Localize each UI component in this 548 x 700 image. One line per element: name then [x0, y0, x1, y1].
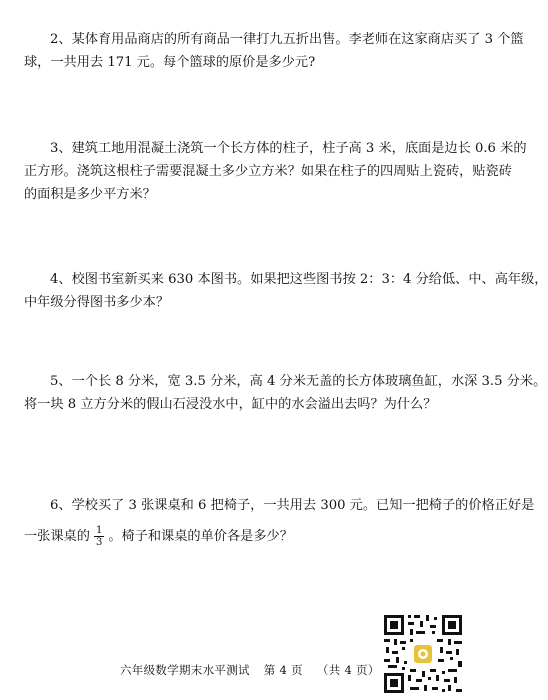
problem-3-line-3: 的面积是多少平方米？ — [24, 187, 156, 202]
page-footer — [120, 662, 380, 678]
problem-2-line-1: 2、某体育用品商店的所有商品一律打九五折出售。李老师在这家商店买了 3 个篮 — [50, 32, 524, 47]
problem-3 — [24, 137, 527, 206]
fraction-denominator: 3 — [95, 537, 103, 548]
problem-5-line-1: 5、一个长 8 分米，宽 3.5 分米，高 4 分米无盖的长方体玻璃鱼缸，水深 3.5 分米。 — [50, 374, 547, 389]
problem-6-line-2 — [24, 525, 464, 548]
footer-page: 第 4 页 — [263, 663, 303, 677]
problem-4 — [24, 268, 548, 314]
footer-title: 六年级数学期末水平测试 — [120, 663, 250, 677]
problem-2-line-2: 球，一共用去 171 元。每个篮球的原价是多少元? — [24, 55, 316, 70]
problem-2 — [24, 28, 524, 74]
problem-4-line-2: 中年级分得图书多少本？ — [24, 295, 170, 310]
problem-6 — [24, 494, 535, 548]
problem-3-line-2: 正方形。浇筑这根柱子需要混凝土多少立方米？如果在柱子的四周贴上瓷砖，贴瓷砖 — [24, 164, 512, 179]
qr-code-icon — [382, 613, 464, 695]
problem-4-line-1: 4、校图书室新买来 630 本图书。如果把这些图书按 2：3：4 分给低、中、高年级， — [50, 272, 548, 287]
footer-total: （共 4 页） — [316, 663, 380, 677]
problem-3-line-1: 3、建筑工地用混凝土浇筑一个长方体的柱子，柱子高 3 米，底面是边长 0.6 米的 — [50, 141, 527, 156]
problem-6-line-1: 6、学校买了 3 张课桌和 6 把椅子，一共用去 300 元。已知一把椅子的价格正好是 — [50, 498, 535, 513]
fraction-one-third — [94, 525, 104, 548]
problem-6-line-2-before: 一张课桌的 — [24, 529, 90, 544]
problem-5 — [24, 370, 547, 416]
problem-5-line-2: 将一块 8 立方分米的假山石浸没水中，缸中的水会溢出去吗？为什么？ — [24, 397, 437, 412]
fraction-numerator: 1 — [95, 525, 103, 536]
problem-6-line-2-after: 。椅子和课桌的单价各是多少？ — [108, 529, 293, 544]
